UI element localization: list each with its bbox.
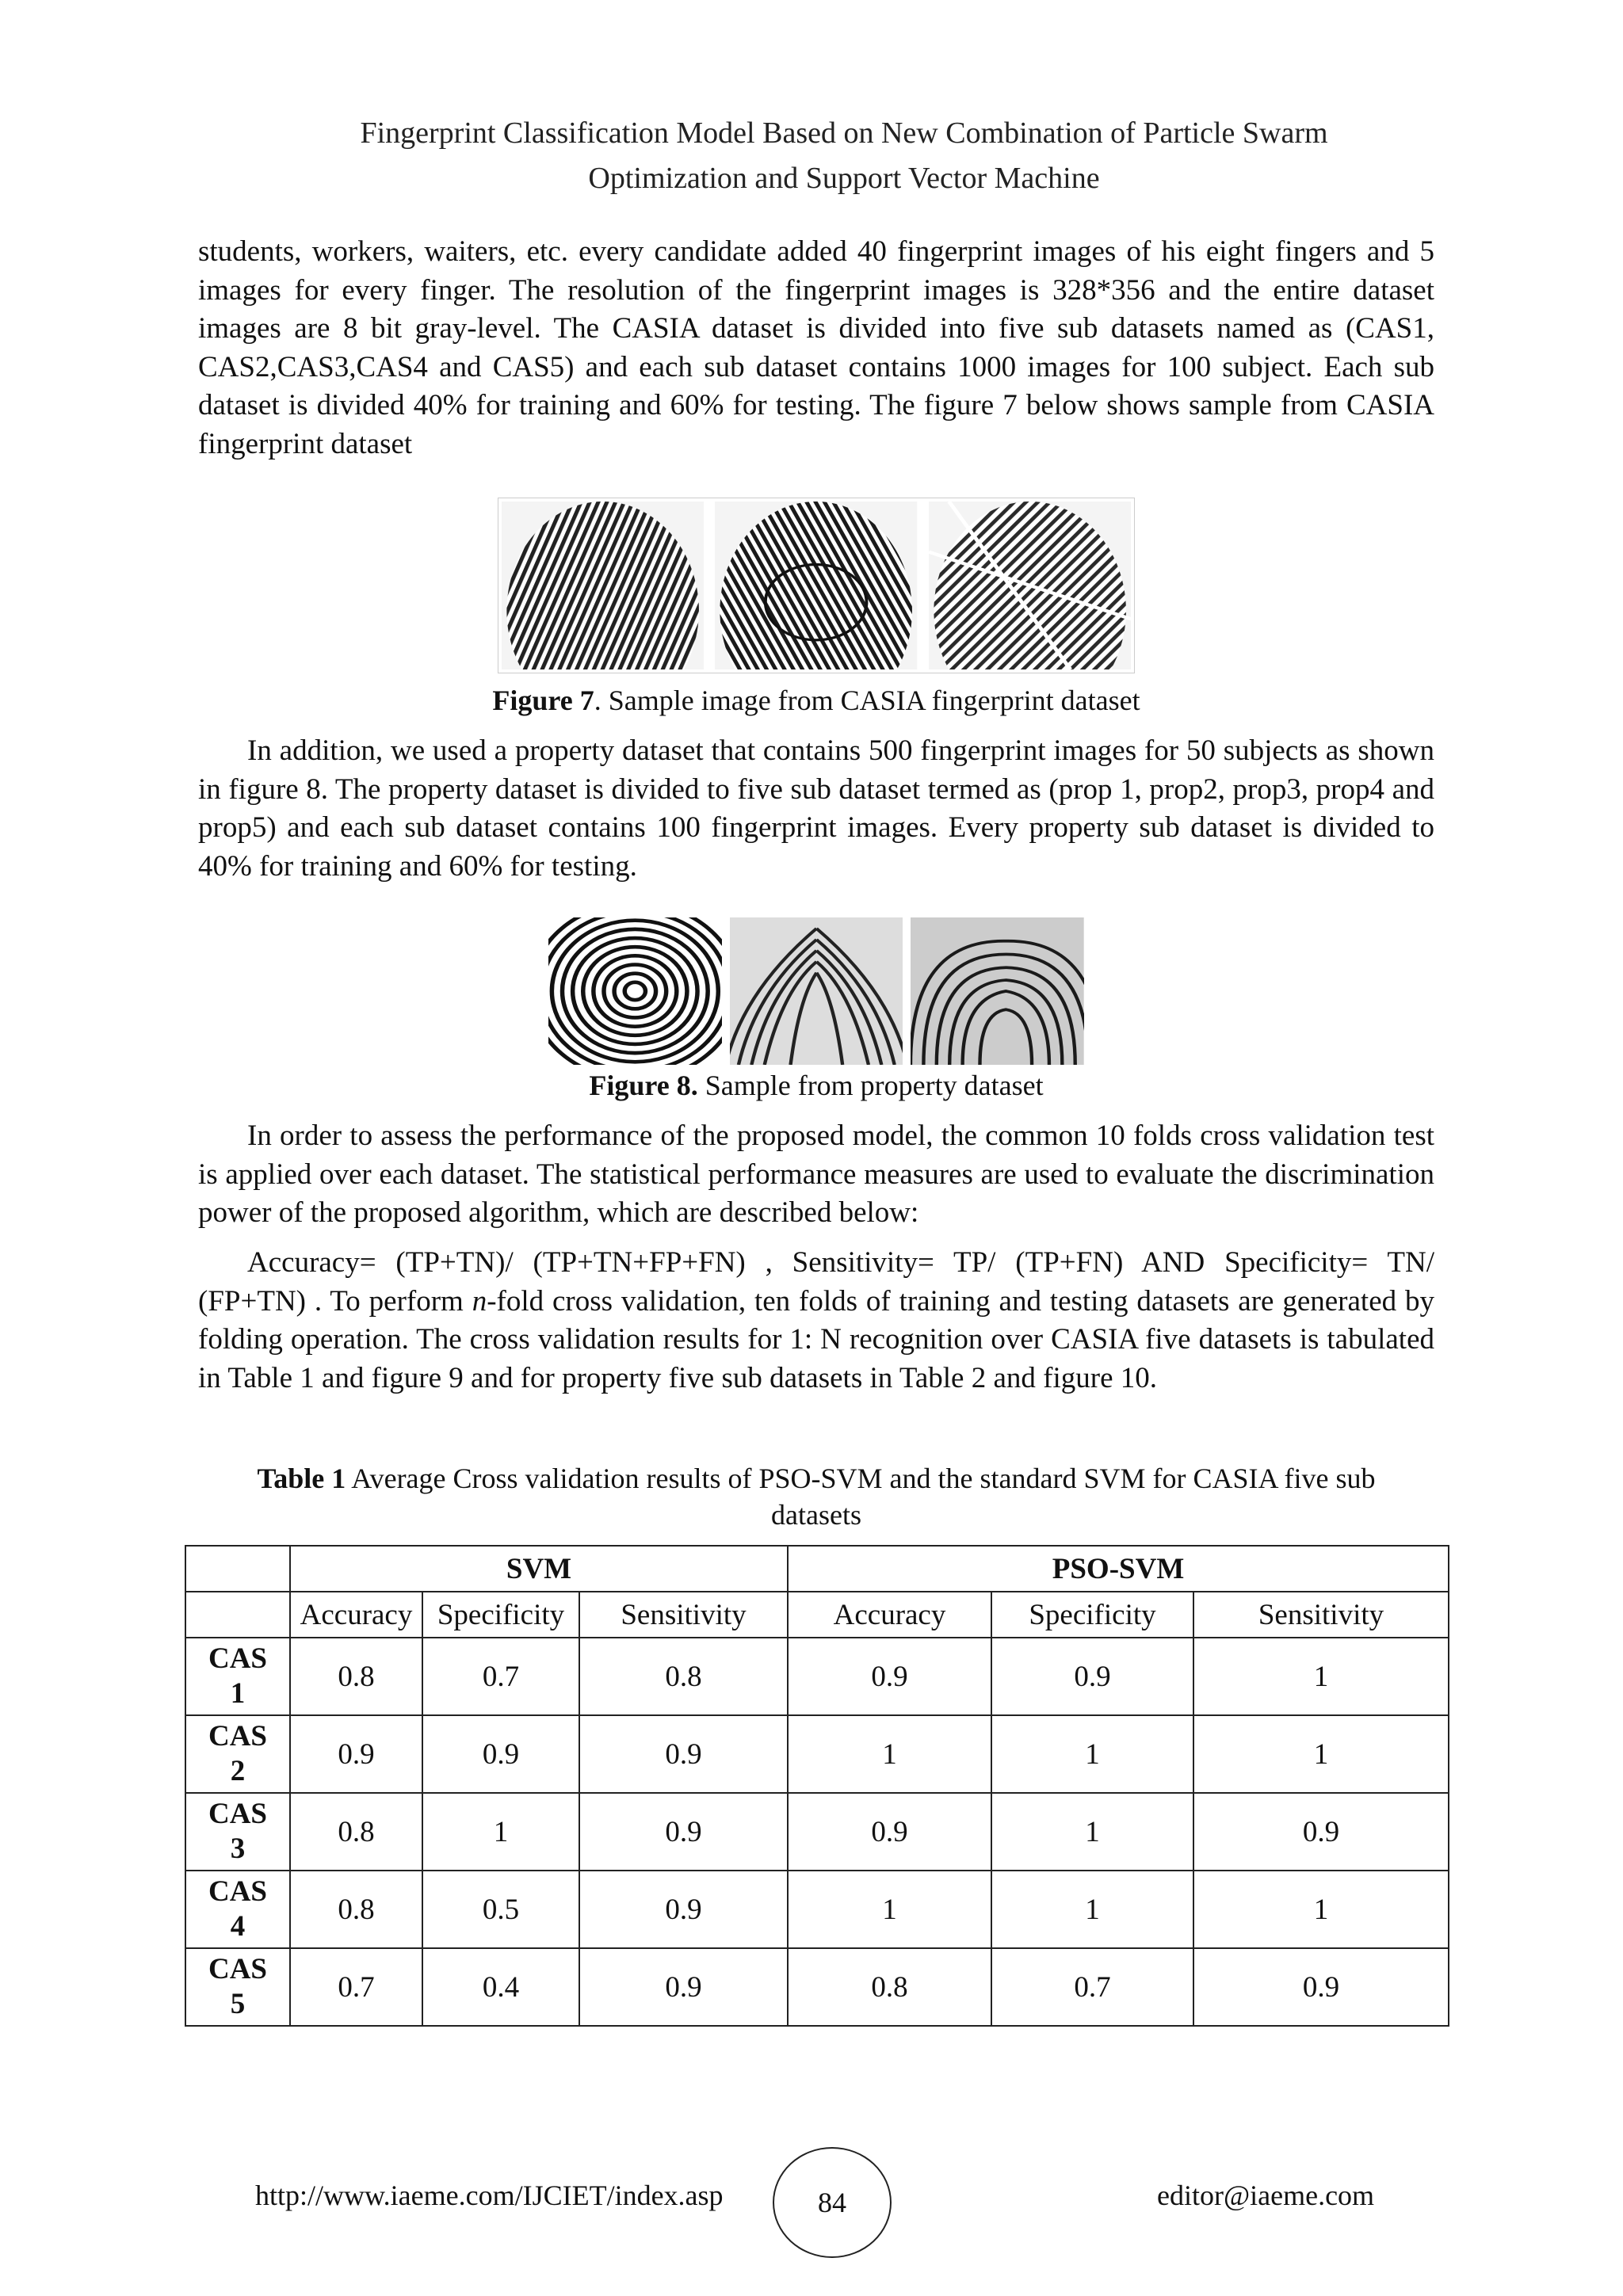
row-header: CAS 5	[185, 1948, 290, 2026]
row-header: CAS 4	[185, 1871, 290, 1948]
table-1-label: Table 1	[257, 1463, 346, 1494]
table-cell: 0.7	[991, 1948, 1193, 2026]
table-cell: 1	[422, 1793, 579, 1871]
table-cell: 0.5	[422, 1871, 579, 1948]
editor-email-link[interactable]: editor@iaeme.com	[1157, 2180, 1375, 2211]
column-header: Specificity	[422, 1592, 579, 1638]
table-row	[185, 1715, 1449, 1793]
table-cell: 0.9	[422, 1715, 579, 1793]
measures-n-italic: n	[472, 1284, 487, 1318]
header-line-1: Fingerprint Classification Model Based on New Combination of Particle Swarm	[360, 116, 1328, 150]
table-cell: 0.4	[422, 1948, 579, 2026]
table-column-header-row	[185, 1592, 1449, 1638]
table-corner-cell	[185, 1592, 290, 1638]
row-header: CAS 1	[185, 1638, 290, 1715]
table-cell: 0.7	[422, 1638, 579, 1715]
table-1-caption-text: Average Cross validation results of PSO-SVM and the standard SVM for CASIA five sub datasets	[346, 1463, 1376, 1531]
fingerprint-image	[715, 502, 917, 669]
fingerprint-image	[929, 502, 1131, 669]
table-cell: 0.8	[290, 1638, 422, 1715]
table-cell: 0.9	[1193, 1793, 1449, 1871]
table-cell: 1	[1193, 1638, 1449, 1715]
figure-7-caption	[198, 683, 1434, 718]
table-cell: 0.8	[788, 1948, 991, 2026]
table-group-header-row	[185, 1546, 1449, 1592]
table-row	[185, 1871, 1449, 1948]
fingerprint-image	[548, 917, 722, 1065]
table-cell: 0.9	[1193, 1948, 1449, 2026]
table-cell: 0.9	[788, 1793, 991, 1871]
figure-8-caption	[198, 1068, 1434, 1103]
measures-text-a: Accuracy= (TP+TN)/ (TP+TN+FP+FN) , Sensitivity= TP/ (TP+FN) AND Specificity= TN/ (FP+TN) . To perform	[198, 1246, 1434, 1318]
measures-text-b: -fold cross validation, ten folds of training and testing datasets are generated by folding operation. The cross validation results for 1: N recognition over CASIA five datasets is tabulated in Table 1 and figure 9 and for property five sub datasets in Table 2 and figure 10.	[198, 1284, 1434, 1394]
table-cell: 1	[1193, 1871, 1449, 1948]
table-row	[185, 1793, 1449, 1871]
column-header: Sensitivity	[1193, 1592, 1449, 1638]
results-table	[185, 1545, 1449, 2027]
table-cell: 1	[788, 1715, 991, 1793]
table-cell: 0.8	[579, 1638, 788, 1715]
table-cell: 0.8	[290, 1871, 422, 1948]
table-cell: 0.9	[579, 1793, 788, 1871]
fingerprint-image	[911, 917, 1084, 1065]
table-cell: 1	[1193, 1715, 1449, 1793]
table-cell: 1	[788, 1871, 991, 1948]
table-cell: 1	[991, 1715, 1193, 1793]
table-cell: 0.9	[290, 1715, 422, 1793]
table-cell: 0.7	[290, 1948, 422, 2026]
table-cell: 0.9	[579, 1715, 788, 1793]
header-line-2: Optimization and Support Vector Machine	[588, 162, 1100, 195]
figure-7-images	[498, 498, 1135, 673]
paragraph-property-dataset: In addition, we used a property dataset that contains 500 fingerprint images for 50 subjects as shown in figure 8. The property dataset is divided to five sub dataset termed as (prop 1, prop2, prop3, prop4 and prop5) and each sub dataset contains 100 fingerprint images. Every property sub dataset is divided to 40% for training and 60% for testing.	[198, 734, 1434, 883]
table-cell: 0.8	[290, 1793, 422, 1871]
table-cell: 1	[991, 1871, 1193, 1948]
group-header-svm: SVM	[290, 1546, 788, 1592]
column-header: Accuracy	[788, 1592, 991, 1638]
paragraph-measures	[198, 1244, 1434, 1398]
table-1-caption	[214, 1460, 1419, 1533]
page-footer	[0, 2147, 1623, 2258]
table-cell: 0.9	[579, 1871, 788, 1948]
table-row	[185, 1948, 1449, 2026]
paragraph-evaluation: In order to assess the performance of the proposed model, the common 10 folds cross validation test is applied over each dataset. The statistical performance measures are used to evaluate the discrimination power of the proposed algorithm, which are described below:	[198, 1119, 1434, 1229]
column-header: Sensitivity	[579, 1592, 788, 1638]
table-cell: 0.9	[788, 1638, 991, 1715]
figure-8-text: Sample from property dataset	[697, 1070, 1044, 1101]
column-header: Accuracy	[290, 1592, 422, 1638]
fingerprint-image	[730, 917, 903, 1065]
fingerprint-image	[502, 502, 704, 669]
row-header: CAS 2	[185, 1715, 290, 1793]
table-cell: 0.9	[579, 1948, 788, 2026]
page-number: 84	[773, 2147, 892, 2258]
journal-url-link[interactable]: http://www.iaeme.com/IJCIET/index.asp	[255, 2180, 724, 2211]
table-cell: 1	[991, 1793, 1193, 1871]
table-row	[185, 1638, 1449, 1715]
figure-7-text: . Sample image from CASIA fingerprint dataset	[594, 685, 1140, 716]
table-cell: 0.9	[991, 1638, 1193, 1715]
group-header-pso-svm: PSO-SVM	[788, 1546, 1449, 1592]
table-corner-cell	[185, 1546, 290, 1592]
column-header: Specificity	[991, 1592, 1193, 1638]
row-header: CAS 3	[185, 1793, 290, 1871]
paragraph-dataset-description: students, workers, waiters, etc. every candidate added 40 fingerprint images of his eight fingers and 5 images for every finger. The resolution of the fingerprint images is 328*356 and the entire dataset images are 8 bit gray-level. The CASIA dataset is divided into five sub datasets named as (CAS1, CAS2,CAS3,CAS4 and CAS5) and each sub dataset contains 1000 images for 100 subject. Each sub dataset is divided 40% for training and 60% for testing. The figure 7 below shows sample from CASIA fingerprint dataset	[198, 235, 1434, 460]
running-header	[198, 111, 1490, 201]
figure-8-images	[548, 917, 1084, 1065]
figure-7-label: Figure 7	[492, 685, 594, 716]
figure-8-label: Figure 8.	[589, 1070, 698, 1101]
